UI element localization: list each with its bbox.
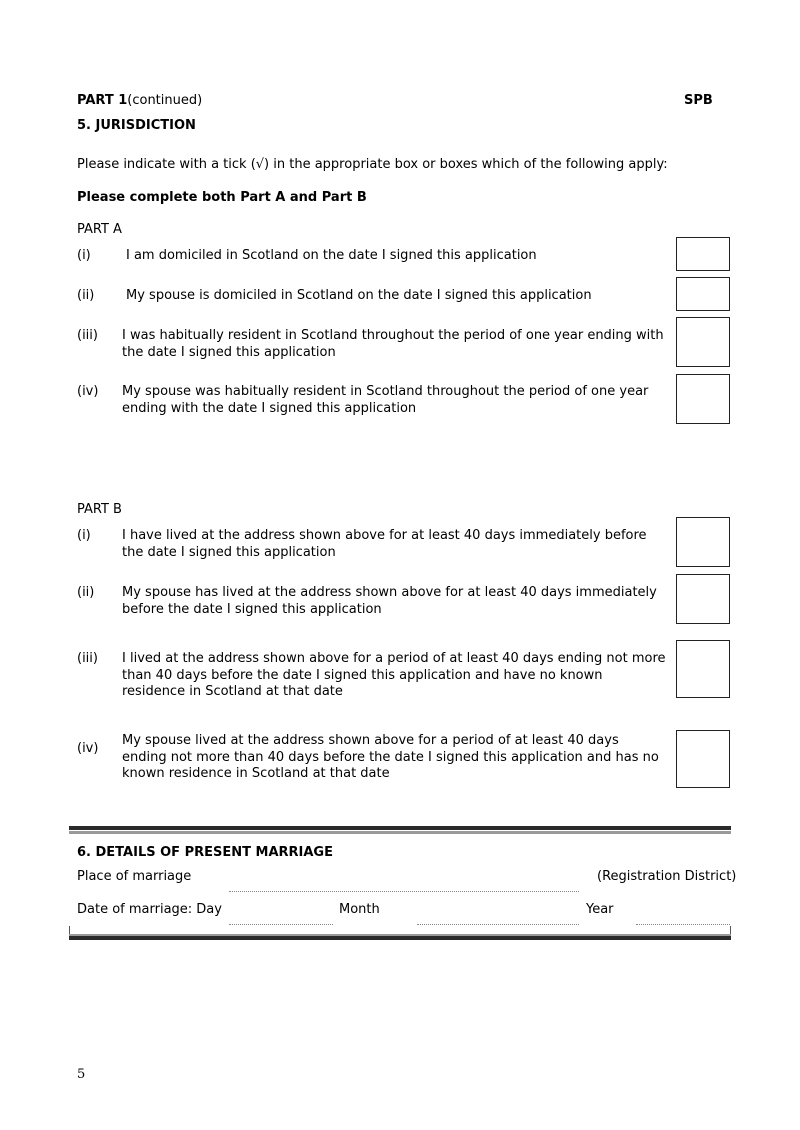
part-b-ii-checkbox[interactable] bbox=[676, 574, 730, 624]
item-text: I have lived at the address shown above for at least 40 days immediately before the date I signed this application bbox=[122, 528, 647, 560]
item-number: (iii) bbox=[77, 328, 98, 343]
part-a-iii-checkbox[interactable] bbox=[676, 317, 730, 367]
part-b-label: PART B bbox=[77, 502, 122, 517]
section-divider-top-shadow bbox=[69, 831, 731, 834]
part-b-i-checkbox[interactable] bbox=[676, 517, 730, 567]
place-of-marriage-field[interactable] bbox=[229, 869, 579, 891]
item-number: (i) bbox=[77, 528, 91, 543]
part-a-label: PART A bbox=[77, 222, 122, 237]
section-5-title: 5. JURISDICTION bbox=[77, 118, 196, 133]
page-number: 5 bbox=[77, 1067, 86, 1082]
part-a-ii-checkbox[interactable] bbox=[676, 277, 730, 311]
year-field[interactable] bbox=[636, 902, 730, 924]
item-text: I lived at the address shown above for a period of at least 40 days ending not more than 40 days before the date I signed this application and have no known residence in Scotland at that date bbox=[122, 651, 666, 699]
complete-note: Please complete both Part A and Part B bbox=[77, 190, 367, 205]
day-field[interactable] bbox=[229, 902, 333, 924]
day-line bbox=[229, 924, 333, 925]
month-label: Month bbox=[339, 902, 380, 917]
year-label: Year bbox=[586, 902, 614, 917]
item-number: (iii) bbox=[77, 651, 98, 666]
item-text: My spouse lived at the address shown above for a period of at least 40 days ending not more than 40 days before the date I signed this application and has no known residence in Scotland at that date bbox=[122, 733, 659, 781]
item-text: My spouse was habitually resident in Scotland throughout the period of one year ending with the date I signed this application bbox=[122, 384, 649, 416]
part-heading bbox=[77, 93, 202, 108]
month-line bbox=[417, 924, 579, 925]
part-a-i-checkbox[interactable] bbox=[676, 237, 730, 271]
part-b-iii-checkbox[interactable] bbox=[676, 640, 730, 698]
box-right-edge bbox=[730, 926, 731, 934]
item-number: (ii) bbox=[77, 288, 95, 303]
month-field[interactable] bbox=[417, 902, 579, 924]
section-divider-top bbox=[69, 826, 731, 830]
item-number: (iv) bbox=[77, 384, 99, 399]
year-line bbox=[636, 924, 730, 925]
place-of-marriage-label: Place of marriage bbox=[77, 869, 192, 884]
item-text: I am domiciled in Scotland on the date I signed this application bbox=[126, 248, 537, 263]
section-6-title: 6. DETAILS OF PRESENT MARRIAGE bbox=[77, 845, 333, 860]
part-suffix: (continued) bbox=[127, 93, 203, 108]
item-text: My spouse is domiciled in Scotland on the date I signed this application bbox=[126, 288, 592, 303]
form-code: SPB bbox=[684, 93, 713, 108]
part-a-iv-checkbox[interactable] bbox=[676, 374, 730, 424]
item-text: I was habitually resident in Scotland throughout the period of one year ending with the date I signed this application bbox=[122, 328, 664, 360]
registration-district-label: (Registration District) bbox=[597, 869, 737, 884]
date-of-marriage-day-label: Date of marriage: Day bbox=[77, 902, 222, 917]
box-left-edge bbox=[69, 926, 70, 934]
tick-instruction: Please indicate with a tick (√) in the appropriate box or boxes which of the following apply: bbox=[77, 157, 668, 172]
place-of-marriage-line bbox=[229, 891, 579, 892]
item-number: (iv) bbox=[77, 741, 99, 756]
section-divider-bottom bbox=[69, 936, 731, 940]
part-label: PART 1 bbox=[77, 93, 128, 108]
item-text: My spouse has lived at the address shown above for at least 40 days immediately before the date I signed this application bbox=[122, 585, 657, 617]
item-number: (ii) bbox=[77, 585, 95, 600]
part-b-iv-checkbox[interactable] bbox=[676, 730, 730, 788]
item-number: (i) bbox=[77, 248, 91, 263]
